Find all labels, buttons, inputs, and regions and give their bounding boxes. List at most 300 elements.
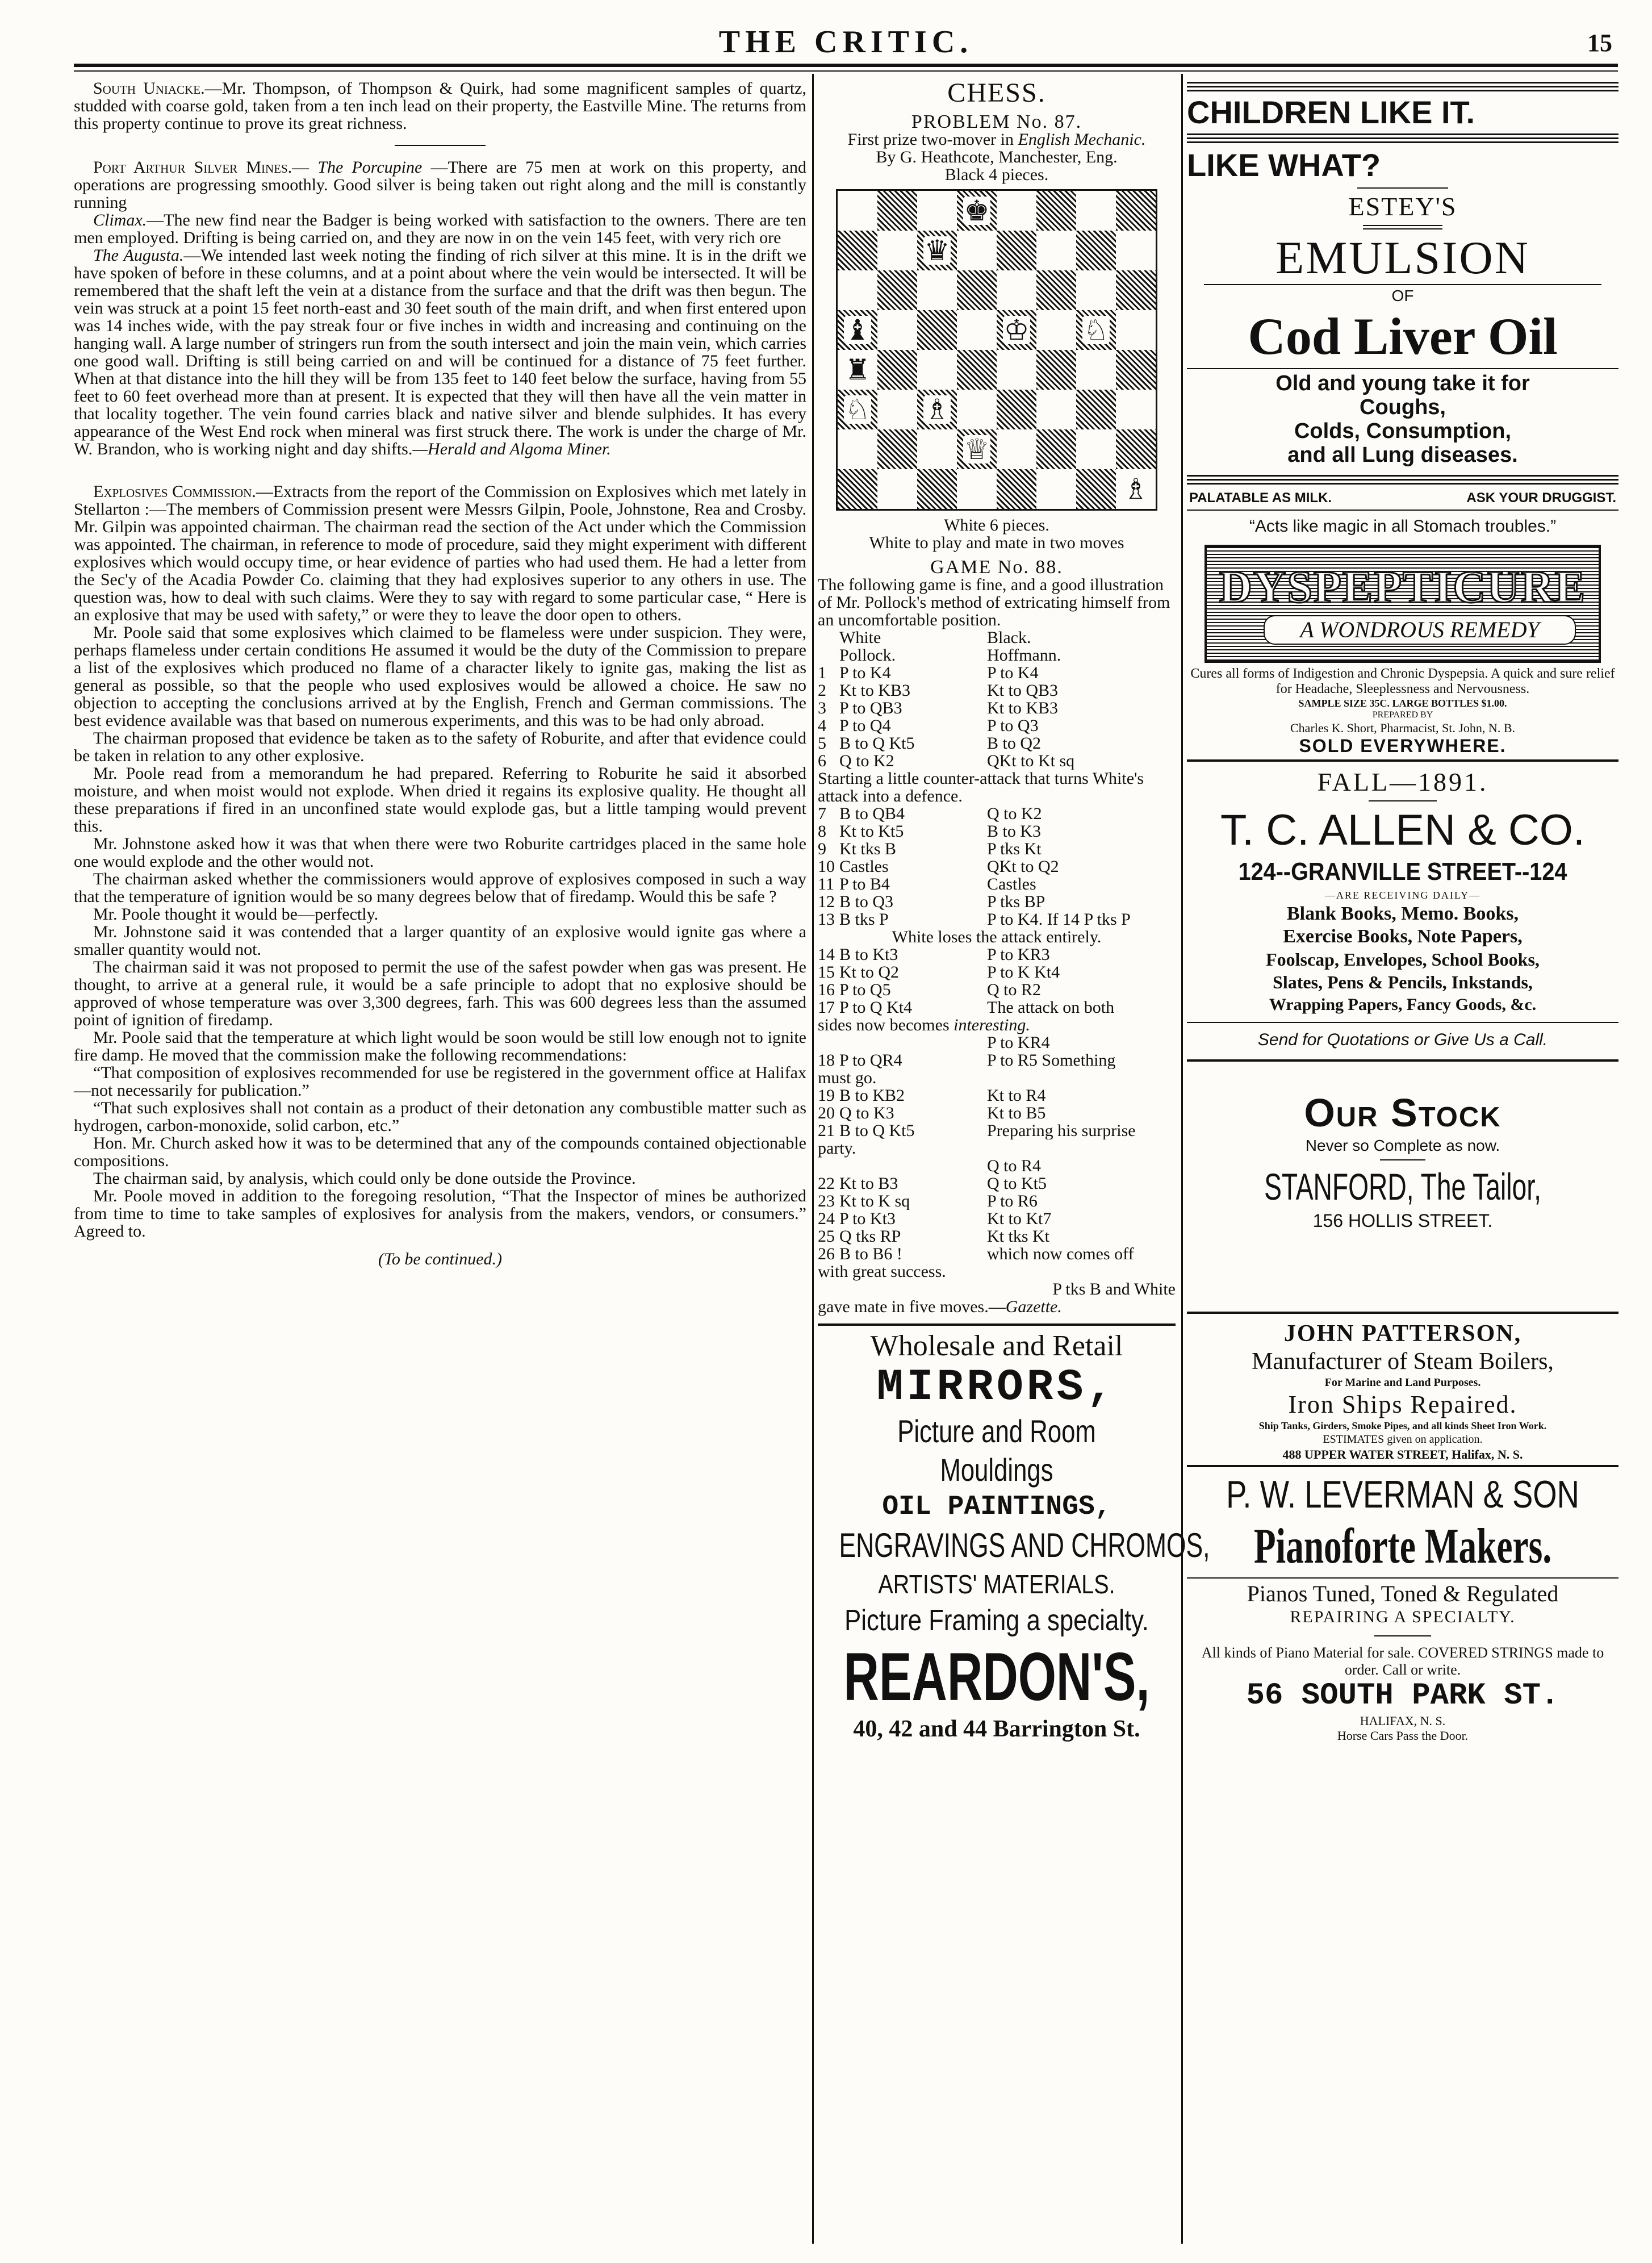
- ad-line: ESTIMATES given on application.: [1323, 1433, 1483, 1446]
- move-note: White loses the attack entirely.: [892, 928, 1102, 946]
- ad-line: SOLD EVERYWHERE.: [1299, 736, 1507, 756]
- page-number: 15: [1587, 29, 1612, 57]
- board-square: [1116, 231, 1156, 270]
- ad-line: SAMPLE SIZE 35C. LARGE BOTTLES $1.00.: [1298, 698, 1507, 709]
- article-paragraph: “That such explosives shall not contain as a product of their detonation any combustible matter such as hydrogen, carbon-monoxide, solid carbon, etc.”: [74, 1099, 806, 1135]
- move-white: Kt to Kt5: [839, 822, 904, 840]
- board-square: [1116, 270, 1156, 310]
- move-number: 10: [818, 858, 835, 875]
- move-number: 19: [818, 1087, 835, 1104]
- header-rule: [74, 64, 1618, 67]
- ad-line: Horse Cars Pass the Door.: [1337, 1728, 1469, 1743]
- move-black: P to K4: [987, 664, 1039, 682]
- move-row: [818, 682, 1176, 699]
- article-south-uniacke: [74, 80, 806, 132]
- article-text: —We intended last week noting the finding of rich silver at this mine. It is in the drift we have spoken of before in these columns, and at a point about where the vein would be intersected. It will be remembered that the shaft left the vein at a distance from the surface and that the drift was then begun. The vein was struck at a point 15 feet north-east and 30 feet south of the main drift, and when first entered upon was 14 inches wide, with the pay streak four or five inches in width and increasing and continuing on the hanging wall. A large number of stringers run from the south intersect and join the main vein, which carries one good wall. Drifting is still being carried on and will be continued for a distance of 75 feet further. When at that distance into the hill they will be from 135 feet to 140 feet below the surface, having from 55 feet to 60 feet overhead more than at present. It is expected that they will then have all the vein matter in that locality together. The vein found carries black and native silver and blende sulphides. It has every appearance of the West End rock when mineral was first struck there. The work is under the charge of Mr. W. Brandon, who is working night and day shifts.: [74, 246, 806, 458]
- board-square: [1076, 350, 1116, 390]
- board-square: [1076, 191, 1116, 231]
- move-white: P to Kt3: [839, 1210, 896, 1227]
- move-white: P to B4: [839, 875, 890, 893]
- move-black: Q to Kt5: [987, 1175, 1047, 1192]
- move-number: 6: [818, 752, 826, 770]
- board-square: [1036, 390, 1076, 429]
- article-paragraph: “That composition of explosives recommended for use be registered in the government office at Halifax—not necessarily for publication.”: [74, 1063, 806, 1100]
- ad-line: PREPARED BY: [1372, 710, 1433, 720]
- article-paragraph: Hon. Mr. Church asked how it was to be determined that any of the compounds contained objectionable compositions.: [74, 1134, 806, 1170]
- move-row: [818, 1175, 1176, 1192]
- move-row: [818, 1157, 1176, 1175]
- moves-group: [818, 664, 1176, 770]
- players-head: [818, 629, 1176, 646]
- problem-label: PROBLEM No. 87.: [911, 111, 1082, 132]
- move-row: [818, 734, 1176, 752]
- prize-text: First prize two-mover in: [847, 130, 1018, 149]
- move-black: Kt tks Kt: [987, 1227, 1050, 1245]
- ad-line: Foolscap, Envelopes, School Books,: [1266, 949, 1540, 970]
- move-white: P to Q5: [839, 981, 891, 999]
- ad-line: PALATABLE AS MILK.: [1189, 490, 1332, 506]
- ad-rule: [1187, 368, 1618, 369]
- board-square: [917, 469, 957, 509]
- ad-rule: [1187, 475, 1618, 477]
- move-row: [818, 822, 1176, 840]
- ad-rule: [1187, 133, 1618, 135]
- board-square: [917, 350, 957, 390]
- ad-rule: [1369, 800, 1437, 801]
- ad-rule: [1380, 1159, 1425, 1160]
- board-square: [957, 390, 997, 429]
- move-white: B tks P: [839, 911, 889, 928]
- move-number: 2: [818, 682, 826, 699]
- move-white: Kt to B3: [839, 1175, 898, 1192]
- ad-rule: [1187, 1059, 1618, 1062]
- move-black: P to KR4: [987, 1034, 1050, 1051]
- move-list: [818, 629, 1176, 1316]
- move-row: [818, 858, 1176, 875]
- board-square: [838, 231, 877, 270]
- chess-piece-icon: ♛: [924, 234, 950, 267]
- board-square: [877, 350, 917, 390]
- note-text: sides now becomes: [818, 1016, 954, 1034]
- article-paragraph: The chairman asked whether the commissioners would approve of explosives composed in such a way that the temperature of ignition would be so many degrees below that of firedamp. Would this be safe ?: [74, 870, 806, 906]
- ad-line: ESTEY'S: [1348, 192, 1457, 221]
- board-square: [1076, 310, 1116, 350]
- ad-rule: [1357, 187, 1448, 189]
- news-column: [74, 80, 806, 2249]
- game-label: GAME No. 88.: [930, 557, 1063, 578]
- ad-rule: [1187, 479, 1618, 481]
- board-square: [997, 191, 1036, 231]
- ad-line: Cures all forms of Indigestion and Chronic Dyspepsia. A quick and sure relief for Headache, Sleeplessness and Nervousness.: [1190, 666, 1615, 696]
- board-square: [877, 469, 917, 509]
- ad-line: Pianos Tuned, Toned & Regulated: [1247, 1581, 1559, 1606]
- chess-heading: CHESS.: [947, 78, 1046, 108]
- chess-piece-icon: ♘: [1083, 314, 1109, 346]
- move-black: Castles: [987, 875, 1036, 893]
- board-square: [957, 469, 997, 509]
- ad-line: ARTISTS' MATERIALS.: [878, 1569, 1115, 1599]
- board-square: [1116, 390, 1156, 429]
- move-black: which now comes off: [987, 1245, 1134, 1263]
- article-explosives: [74, 483, 806, 624]
- ad-rule: [1187, 90, 1618, 91]
- subhead: The Porcupine: [317, 158, 423, 177]
- moves-group: [818, 1175, 1176, 1263]
- move-number: 15: [818, 963, 835, 981]
- move-row: [818, 1034, 1176, 1051]
- move-black: P to Q3: [987, 717, 1039, 734]
- move-number: 17: [818, 999, 835, 1016]
- board-square: [917, 390, 957, 429]
- board-square: [957, 270, 997, 310]
- ad-line: Send for Quotations or Give Us a Call.: [1257, 1030, 1548, 1049]
- board-square: [1116, 350, 1156, 390]
- board-square: [838, 429, 877, 469]
- board-square: [1036, 429, 1076, 469]
- ad-line: Picture Framing a specialty.: [844, 1604, 1149, 1637]
- board-square: [957, 310, 997, 350]
- patterson-ad: [1187, 1320, 1618, 1467]
- board-square: [997, 469, 1036, 509]
- move-row: [818, 963, 1176, 981]
- move-number: 7: [818, 805, 826, 822]
- move-row: [818, 893, 1176, 911]
- move-number: 21: [818, 1122, 835, 1139]
- ad-line: HALIFAX, N. S.: [1360, 1714, 1446, 1728]
- moves-group: [818, 805, 1176, 928]
- move-row: [818, 1087, 1176, 1104]
- board-square: [917, 429, 957, 469]
- board-square: [1076, 429, 1116, 469]
- ad-rule: [1187, 137, 1618, 139]
- move-white: Castles: [839, 858, 889, 875]
- chess-column: [818, 78, 1210, 2249]
- spacer: [74, 458, 806, 483]
- ad-line: P. W. LEVERMAN & SON: [1226, 1473, 1579, 1516]
- board-square: [957, 231, 997, 270]
- white-head: White: [839, 629, 881, 646]
- ad-line: Never so Complete as now.: [1305, 1137, 1500, 1154]
- chess-piece-icon: ♗: [924, 393, 950, 426]
- move-row: [818, 1122, 1176, 1139]
- article-port-arthur: [74, 158, 806, 211]
- board-square: [1116, 191, 1156, 231]
- chess-piece-icon: ♝: [844, 314, 871, 346]
- move-note: must go.: [818, 1068, 877, 1087]
- ad-line: CHILDREN LIKE IT.: [1187, 94, 1475, 130]
- ad-line: Colds, Consumption,: [1294, 419, 1512, 443]
- subhead: The Augusta.: [93, 246, 184, 265]
- article-text: —Mr. Thompson, of Thompson & Quirk, had some magnificent samples of quartz, studded with coarse gold, taken from a ten inch lead on their property, the Eastville Mine. The returns from this property continue to prove its great richness.: [74, 79, 806, 133]
- ad-rule: [1187, 1022, 1618, 1023]
- column-divider: [812, 74, 814, 2244]
- article-head: South Uniacke.: [93, 79, 205, 98]
- ad-rule: [1187, 1577, 1618, 1579]
- ad-line: Old and young take it for: [1275, 371, 1530, 395]
- move-black: P to K4. If 14 P tks P: [987, 911, 1131, 928]
- dash: —: [292, 158, 318, 177]
- move-row: [818, 911, 1176, 928]
- article-paragraph: Mr. Poole read from a memorandum he had prepared. Referring to Roburite he said it absorbed moisture, and when moist would not explode. When dried it regains its explosive quality. He thought all these preparations if fired in an unconfined state would explode gas, but a little tamping would prevent this.: [74, 764, 806, 836]
- board-square: [957, 429, 997, 469]
- article-paragraph: Mr. Johnstone said it was contended that a larger quantity of an explosive would ignite gas where a smaller quantity would not.: [74, 922, 806, 959]
- subhead: Climax.: [93, 211, 147, 229]
- board-square: [997, 231, 1036, 270]
- board-square: [1036, 350, 1076, 390]
- masthead-title: THE CRITIC.: [718, 24, 973, 60]
- final-text: gave mate in five moves.—: [818, 1297, 1006, 1316]
- ad-line: OIL PAINTINGS,: [882, 1492, 1111, 1522]
- move-number: 24: [818, 1210, 835, 1227]
- white-count: White 6 pieces.: [944, 516, 1049, 535]
- dyspepticure-ad: [1187, 516, 1618, 762]
- ad-line: Pianoforte Makers.: [1253, 1519, 1552, 1574]
- final-note: P tks B and White: [1052, 1280, 1176, 1298]
- board-square: [1036, 270, 1076, 310]
- ad-line: “Acts like magic in all Stomach troubles.”: [1249, 517, 1557, 536]
- move-number: 25: [818, 1227, 835, 1245]
- move-row: [818, 1104, 1176, 1122]
- ad-line: JOHN PATTERSON,: [1283, 1321, 1522, 1347]
- board-square: [838, 310, 877, 350]
- estey-ad: [1187, 82, 1618, 511]
- move-number: 8: [818, 822, 826, 840]
- stanford-ad: [1187, 1090, 1618, 1314]
- note-emph: interesting.: [953, 1016, 1030, 1034]
- move-number: 20: [818, 1104, 835, 1122]
- board-square: [877, 231, 917, 270]
- ad-line: Wholesale and Retail: [870, 1330, 1123, 1362]
- ad-line: Iron Ships Repaired.: [1288, 1391, 1517, 1418]
- move-white: Kt to K sq: [839, 1192, 910, 1210]
- board-square: [877, 270, 917, 310]
- board-square: [997, 350, 1036, 390]
- move-white: B to QB4: [839, 805, 905, 822]
- move-row: [818, 875, 1176, 893]
- allen-ad: [1187, 767, 1618, 1062]
- ad-line: 156 HOLLIS STREET.: [1312, 1210, 1493, 1231]
- move-white: P to K4: [839, 664, 891, 682]
- move-row: [818, 999, 1176, 1016]
- black-count: Black 4 pieces.: [944, 165, 1049, 184]
- ads-column: [1187, 80, 1618, 2249]
- article-paragraph: Mr. Poole said that some explosives which claimed to be flameless were under suspicion. They were, perhaps flameless under certain conditions He assumed it would be the duty of the Commission to prepare a list of the explosives which produced no flame of a character likely to ignite gas, making the list as general as possible, so that the people who used explosives would be allowed a choice. He saw no objection to accepting the conclusions arrived at by the English, French and German commissions. The best evidence available was that based on numerous experiments, and this was to be had only abroad.: [74, 623, 806, 730]
- ad-rule: [1363, 228, 1442, 229]
- ad-line: Exercise Books, Note Papers,: [1283, 926, 1523, 947]
- article-paragraph: Mr. Poole moved in addition to the foregoing resolution, “That the Inspector of mines be authorized from time to time to take samples of explosives for analysis from the makers, vendors, or consumers.” Agreed to.: [74, 1187, 806, 1241]
- board-square: [917, 310, 957, 350]
- move-white: P to QB3: [839, 699, 902, 717]
- board-square: [957, 191, 997, 231]
- move-note: Starting a little counter-attack that turns White's attack into a defence.: [818, 769, 1144, 805]
- ad-line: Picture and Room Mouldings: [897, 1413, 1096, 1488]
- move-black: Preparing his surprise: [987, 1122, 1136, 1139]
- move-row: [818, 840, 1176, 858]
- move-white: P to QR4: [839, 1051, 902, 1069]
- move-white: Q tks RP: [839, 1227, 901, 1245]
- ad-line: FALL—1891.: [1317, 767, 1488, 796]
- article-head: Explosives Commission.: [93, 482, 256, 501]
- ad-line: EMULSION: [1275, 232, 1530, 283]
- move-number: 23: [818, 1192, 835, 1210]
- move-white: B to Q Kt5: [839, 1122, 915, 1139]
- players: [818, 646, 1176, 664]
- move-black: The attack on both: [987, 999, 1115, 1016]
- board-square: [917, 231, 957, 270]
- board-square: [917, 270, 957, 310]
- move-row: [818, 1227, 1176, 1245]
- ad-line: For Marine and Land Purposes.: [1324, 1376, 1481, 1389]
- chess-piece-icon: ♗: [1123, 473, 1149, 506]
- move-black: P tks BP: [987, 893, 1045, 911]
- board-square: [1116, 310, 1156, 350]
- prize-note: [818, 131, 1176, 148]
- ad-line: Manufacturer of Steam Boilers,: [1252, 1348, 1554, 1375]
- move-black: P to R6: [987, 1192, 1038, 1210]
- move-black: Q to K2: [987, 805, 1042, 822]
- move-white: B to Q Kt5: [839, 734, 915, 752]
- move-white: B to Kt3: [839, 946, 898, 963]
- ad-rule: [1187, 483, 1618, 485]
- board-square: [838, 390, 877, 429]
- ad-line: Our Stock: [1304, 1091, 1502, 1135]
- ad-rule: [1187, 141, 1618, 143]
- move-row: [818, 946, 1176, 963]
- article-paragraph: The chairman said it was not proposed to permit the use of the safest powder when gas was present. He thought, to arrive at a general rule, it would be a safe principle to adopt that no explosive should be approved of whose temperature was over 3,300 degrees, farh. This was 600 degrees less than the assumed point of ignition of firedamp.: [74, 958, 806, 1029]
- board-square: [838, 191, 877, 231]
- article-paragraph: The chairman proposed that evidence be taken as to the safety of Roburite, and after that evidence could be taken in relation to any other explosive.: [74, 729, 806, 765]
- ad-rule: [1187, 86, 1618, 87]
- board-square: [877, 390, 917, 429]
- move-number: 26: [818, 1245, 835, 1263]
- board-square: [1076, 390, 1116, 429]
- ad-line: —ARE RECEIVING DAILY—: [1324, 890, 1481, 901]
- ad-line: OF: [1391, 287, 1414, 304]
- article-text: —Extracts from the report of the Commission on Explosives which met lately in Stellarton :—The members of Commission present were Messrs Gilpin, Poole, Johnstone, Rea and Crosby. Mr. Gilpin was appointed chairman. The chairman read the section of the Act under which the Commission was appointed. The chairman, in reference to mode of procedure, said they might experiment with different explosives which would occupy time, or hear evidence of parties who had used them. He had a letter from the Sec'y of the Acadia Powder Co. claiming that they had explosives superior to any others in use. The question was, how to deal with such claims. Were they to say with regard to some particular case, “ Here is an explosive that may be used with safety,” or were they to leave the door open to others.: [74, 482, 806, 624]
- moves-group: [818, 1051, 1176, 1069]
- ad-line: STANFORD, The Tailor,: [1264, 1166, 1541, 1208]
- ad-line: 56 SOUTH PARK ST.: [1246, 1679, 1559, 1713]
- separator: [395, 145, 486, 146]
- board-square: [1076, 469, 1116, 509]
- page-header: [74, 23, 1618, 62]
- ad-line: 40, 42 and 44 Barrington St.: [853, 1716, 1140, 1742]
- source-credit: —Herald and Algoma Miner.: [412, 440, 611, 458]
- board-square: [838, 350, 877, 390]
- board-square: [877, 191, 917, 231]
- move-row: [818, 752, 1176, 770]
- move-row: [818, 1210, 1176, 1227]
- final-source: Gazette.: [1005, 1297, 1062, 1316]
- ad-line: ASK YOUR DRUGGIST.: [1466, 490, 1616, 506]
- move-number: 18: [818, 1051, 835, 1069]
- ad-rule: [1374, 1635, 1431, 1636]
- article-text: —There are 75 men at work on this property, and operations are progressing smoothly. Good silver is being taken out right along and the mill is constantly running: [74, 158, 807, 212]
- chess-piece-icon: ♜: [844, 353, 871, 386]
- leverman-ad: [1187, 1471, 1618, 1743]
- move-black: Q to R4: [987, 1157, 1042, 1175]
- ad-line: 124--GRANVILLE STREET--124: [1238, 858, 1567, 886]
- move-white: Q to K3: [839, 1104, 894, 1122]
- board-square: [997, 270, 1036, 310]
- board-square: [1036, 310, 1076, 350]
- column-divider: [1181, 74, 1183, 2244]
- move-black: QKt to Q2: [987, 858, 1059, 875]
- article-paragraph: The chairman said, by analysis, which could only be done outside the Province.: [93, 1169, 636, 1188]
- ad-line: DYSPEPTICURE: [1219, 562, 1587, 612]
- ad-rule: [1187, 1312, 1618, 1314]
- board-square: [997, 310, 1036, 350]
- ad-line: MIRRORS,: [876, 1363, 1117, 1413]
- ad-line: Charles K. Short, Pharmacist, St. John, N. B.: [1290, 721, 1515, 735]
- move-black: P to KR3: [987, 946, 1050, 963]
- prize-source: English Mechanic.: [1018, 130, 1146, 149]
- ad-rule: [1187, 82, 1618, 83]
- move-row: [818, 664, 1176, 682]
- move-white: P to Q Kt4: [839, 999, 913, 1016]
- move-note: party.: [818, 1139, 856, 1158]
- moves-group: [818, 1087, 1176, 1139]
- board-square: [1116, 469, 1156, 509]
- problem-instruction: White to play and mate in two moves: [869, 533, 1124, 552]
- chess-piece-icon: ♕: [964, 433, 990, 466]
- ad-line: Cod Liver Oil: [1248, 307, 1558, 365]
- board-square: [838, 469, 877, 509]
- ad-line: Ship Tanks, Girders, Smoke Pipes, and all kinds Sheet Iron Work.: [1258, 1420, 1547, 1431]
- ad-line: LIKE WHAT?: [1187, 147, 1381, 183]
- ad-rule: [1187, 1465, 1618, 1467]
- board-square: [1036, 231, 1076, 270]
- game-intro: The following game is fine, and a good illustration of Mr. Pollock's method of extricating himself from an uncomfortable position.: [818, 575, 1170, 629]
- ad-line: All kinds of Piano Material for sale. COVERED STRINGS made to order. Call or write.: [1201, 1644, 1604, 1678]
- board-square: [838, 270, 877, 310]
- estey-footer: [1187, 487, 1618, 511]
- ad-line: Slates, Pens & Pencils, Inkstands,: [1273, 972, 1533, 992]
- move-number: 11: [818, 875, 834, 893]
- board-square: [1036, 191, 1076, 231]
- move-number: 22: [818, 1175, 835, 1192]
- move-white: Kt to Q2: [839, 963, 899, 981]
- ad-line: REPAIRING A SPECIALTY.: [1290, 1608, 1516, 1626]
- ad-rule: [1187, 759, 1618, 762]
- reardon-ad: [818, 1323, 1210, 1744]
- move-number: 3: [818, 699, 826, 717]
- move-black: Kt to Kt7: [987, 1210, 1052, 1227]
- article-paragraph: [74, 247, 806, 458]
- ad-line: A WONDROUS REMEDY: [1264, 615, 1576, 645]
- board-square: [1076, 231, 1116, 270]
- chess-piece-icon: ♔: [1003, 314, 1030, 346]
- move-black: Kt to KB3: [987, 699, 1059, 717]
- black-player: Hoffmann.: [987, 646, 1061, 664]
- board-square: [877, 310, 917, 350]
- move-white: B to Q3: [839, 893, 894, 911]
- move-white: Kt tks B: [839, 840, 897, 858]
- move-number: 16: [818, 981, 835, 999]
- board-square: [997, 429, 1036, 469]
- ad-line: Coughs,: [1360, 395, 1446, 419]
- move-black: QKt to Kt sq: [987, 752, 1075, 770]
- ad-line: Wrapping Papers, Fancy Goods, &c.: [1269, 995, 1537, 1014]
- board-square: [917, 191, 957, 231]
- move-row: [818, 699, 1176, 717]
- move-number: 13: [818, 911, 835, 928]
- board-square: [1036, 469, 1076, 509]
- move-row: [818, 1245, 1176, 1263]
- move-black: B to Q2: [987, 734, 1042, 752]
- move-note: [818, 1016, 1176, 1034]
- move-black: B to K3: [987, 822, 1042, 840]
